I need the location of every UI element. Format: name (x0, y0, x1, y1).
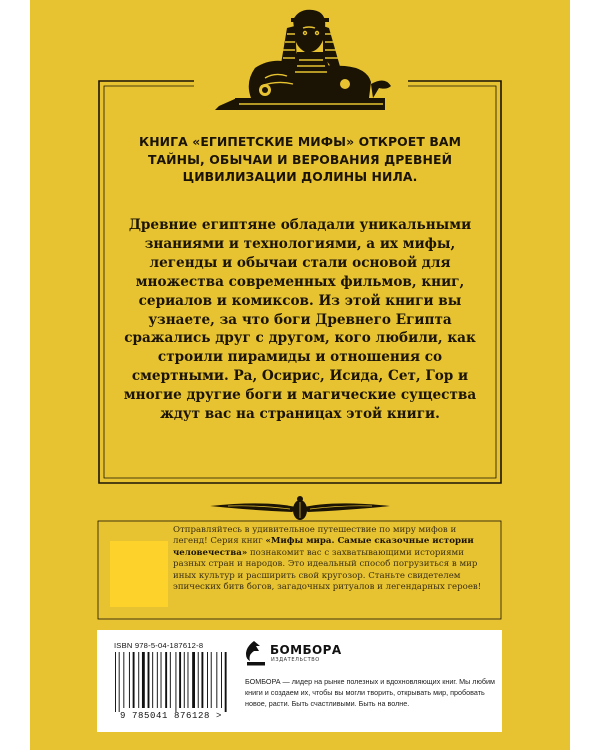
series-text-part1: Отправляйтесь в удивительное путешествие по миру мифов и легенд! Серия книг (173, 525, 457, 547)
description-text: Древние египтяне обладали уникальными знаниями и технологиями, а их мифы, легенды и обычаи стали основой для множества современных фильмов, книг, сериалов и комиксов. Из этой книги вы узнаете, за что боги Древнего Египта сражались друг с другом, кого любили, как строили пирамиды и отношения со смертными. Ра, Осирис, Исида, Сет, Гор и многие другие боги и магические существа ждут вас на страницах этой книги. (123, 217, 477, 423)
sphinx-illustration (195, 6, 405, 116)
publisher-subtitle: ИЗДАТЕЛЬСТВО (271, 657, 320, 663)
lead-text: КНИГА «ЕГИПЕТСКИЕ МИФЫ» ОТКРОЕТ ВАМ ТАЙНЫ, ОБЫЧАИ И ВЕРОВАНИЯ ДРЕВНЕЙ ЦИВИЛИЗАЦИИ ДОЛИНЫ НИЛА. (138, 134, 462, 184)
publisher-description: БОМБОРА — лидер на рынке полезных и вдохновляющих книг. Мы любим книги и создаем их, чтобы вы могли творить, открывать мир, пробовать новое, расти. Быть счастливыми. Быть на волне. (245, 677, 495, 709)
barcode-number: 9 785041 876128 > (119, 711, 222, 721)
winged-scarab-icon (208, 496, 392, 522)
barcode (113, 652, 230, 712)
series-text (173, 525, 493, 593)
isbn-label: ISBN 978-5-04-187612-8 (114, 641, 204, 650)
series-text-part2: познакомит вас с захватывающими историями разных стран и народов. Это идеальный способ погрузиться в мир иных культур и расширить свой кругозор. Станьте свидетелем эпических битв богов, загадочных ритуалов и легендарных героев! (173, 547, 482, 593)
publisher-name: БОМБОРА (270, 643, 342, 657)
series-thumbnail (110, 541, 168, 607)
series-name: «Мифы мира. Самые сказочные истории человечества» (173, 536, 474, 558)
bombora-logo-icon (246, 641, 266, 666)
